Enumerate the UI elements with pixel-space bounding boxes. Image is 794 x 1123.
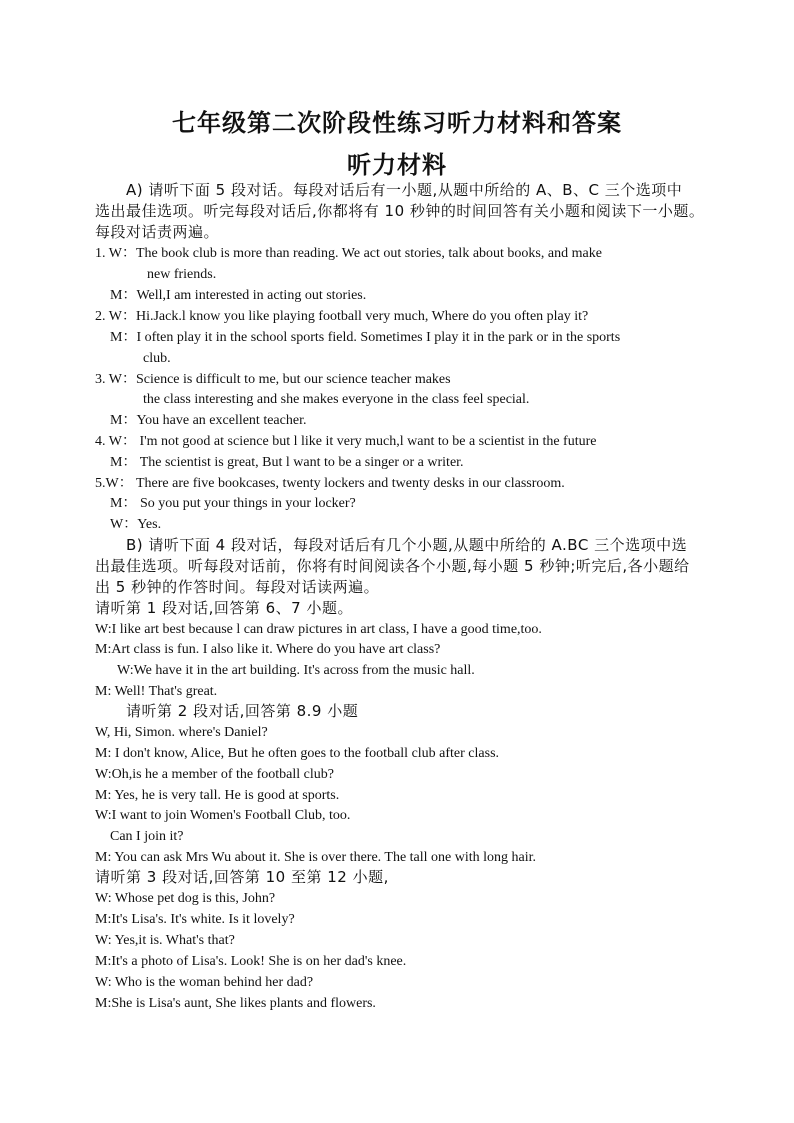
page-title: 七年级第二次阶段性练习听力材料和答案	[172, 111, 622, 137]
text-line: 选出最佳选项。听完每段对话后,你都将有 10 秒钟的时间回答有关小题和阅读下一小题。	[95, 202, 705, 220]
text-line: M: Yes, he is very tall. He is good at sports.	[95, 788, 340, 803]
text-line: the class interesting and she makes everyone in the class feel special.	[143, 392, 530, 407]
text-line: 请听第 1 段对话,回答第 6、7 小题。	[95, 599, 353, 617]
text-line: B) 请听下面 4 段对话，每段对话后有几个小题,从题中所给的 A.BC 三个选项中选	[126, 536, 688, 554]
text-line: M：You have an excellent teacher.	[110, 413, 307, 428]
section-title: 听力材料	[347, 153, 447, 179]
text-line: M： So you put your things in your locker?	[110, 496, 356, 511]
text-line: M:Art class is fun. I also like it. Where do you have art class?	[95, 642, 441, 657]
text-line: new friends.	[147, 267, 217, 282]
text-line: 每段对话责两遍。	[95, 223, 220, 241]
text-line: 5.W： There are five bookcases, twenty lockers and twenty desks in our classroom.	[95, 476, 565, 491]
text-line: W: Who is the woman behind her dad?	[95, 975, 314, 990]
text-line: W:I like art best because l can draw pictures in art class, I have a good time,too.	[95, 622, 542, 637]
text-line: 1. W：The book club is more than reading. We act out stories, talk about books, and make	[95, 246, 602, 261]
text-line: A) 请听下面 5 段对话。每段对话后有一小题,从题中所给的 A、B、C 三个选项中	[126, 181, 683, 199]
text-line: W: Yes,it is. What's that?	[95, 933, 235, 948]
text-line: W:We have it in the art building. It's across from the music hall.	[117, 663, 475, 678]
text-line: 请听第 3 段对话,回答第 10 至第 12 小题,	[95, 868, 389, 886]
text-line: M:It's Lisa's. It's white. Is it lovely?	[95, 912, 295, 927]
text-line: M: I don't know, Alice, But he often goes to the football club after class.	[95, 746, 500, 761]
text-line: 4. W： I'm not good at science but l like it very much,l want to be a scientist in the future	[95, 434, 597, 449]
text-line: M: Well! That's great.	[95, 684, 218, 699]
text-line: W：Yes.	[110, 517, 162, 532]
text-line: 出 5 秒钟的作答时间。每段对话读两遍。	[95, 578, 380, 596]
text-line: 出最佳选项。听每段对话前，你将有时间阅读各个小题,每小题 5 秒钟;听完后,各小题给	[95, 557, 690, 575]
text-line: 2. W：Hi.Jack.l know you like playing football very much, Where do you often play it?	[95, 309, 589, 324]
text-line: W:I want to join Women's Football Club, too.	[95, 808, 351, 823]
text-line: M:It's a photo of Lisa's. Look! She is on her dad's knee.	[95, 954, 407, 969]
text-line: Can I join it?	[110, 829, 184, 844]
text-line: M：I often play it in the school sports field. Sometimes I play it in the park or in the sports	[110, 330, 621, 345]
text-line: 3. W：Science is difficult to me, but our science teacher makes	[95, 372, 451, 387]
text-line: W: Whose pet dog is this, John?	[95, 891, 276, 906]
text-line: M:She is Lisa's aunt, She likes plants and flowers.	[95, 996, 376, 1011]
text-line: M: You can ask Mrs Wu about it. She is over there. The tall one with long hair.	[95, 850, 537, 865]
text-line: W, Hi, Simon. where's Daniel?	[95, 725, 268, 740]
text-line: M： The scientist is great, But l want to be a singer or a writer.	[110, 455, 464, 470]
text-line: M：Well,I am interested in acting out stories.	[110, 288, 367, 303]
text-line: club.	[143, 351, 171, 366]
text-line: 请听第 2 段对话,回答第 8.9 小题	[126, 702, 359, 720]
text-line: W:Oh,is he a member of the football club?	[95, 767, 334, 782]
